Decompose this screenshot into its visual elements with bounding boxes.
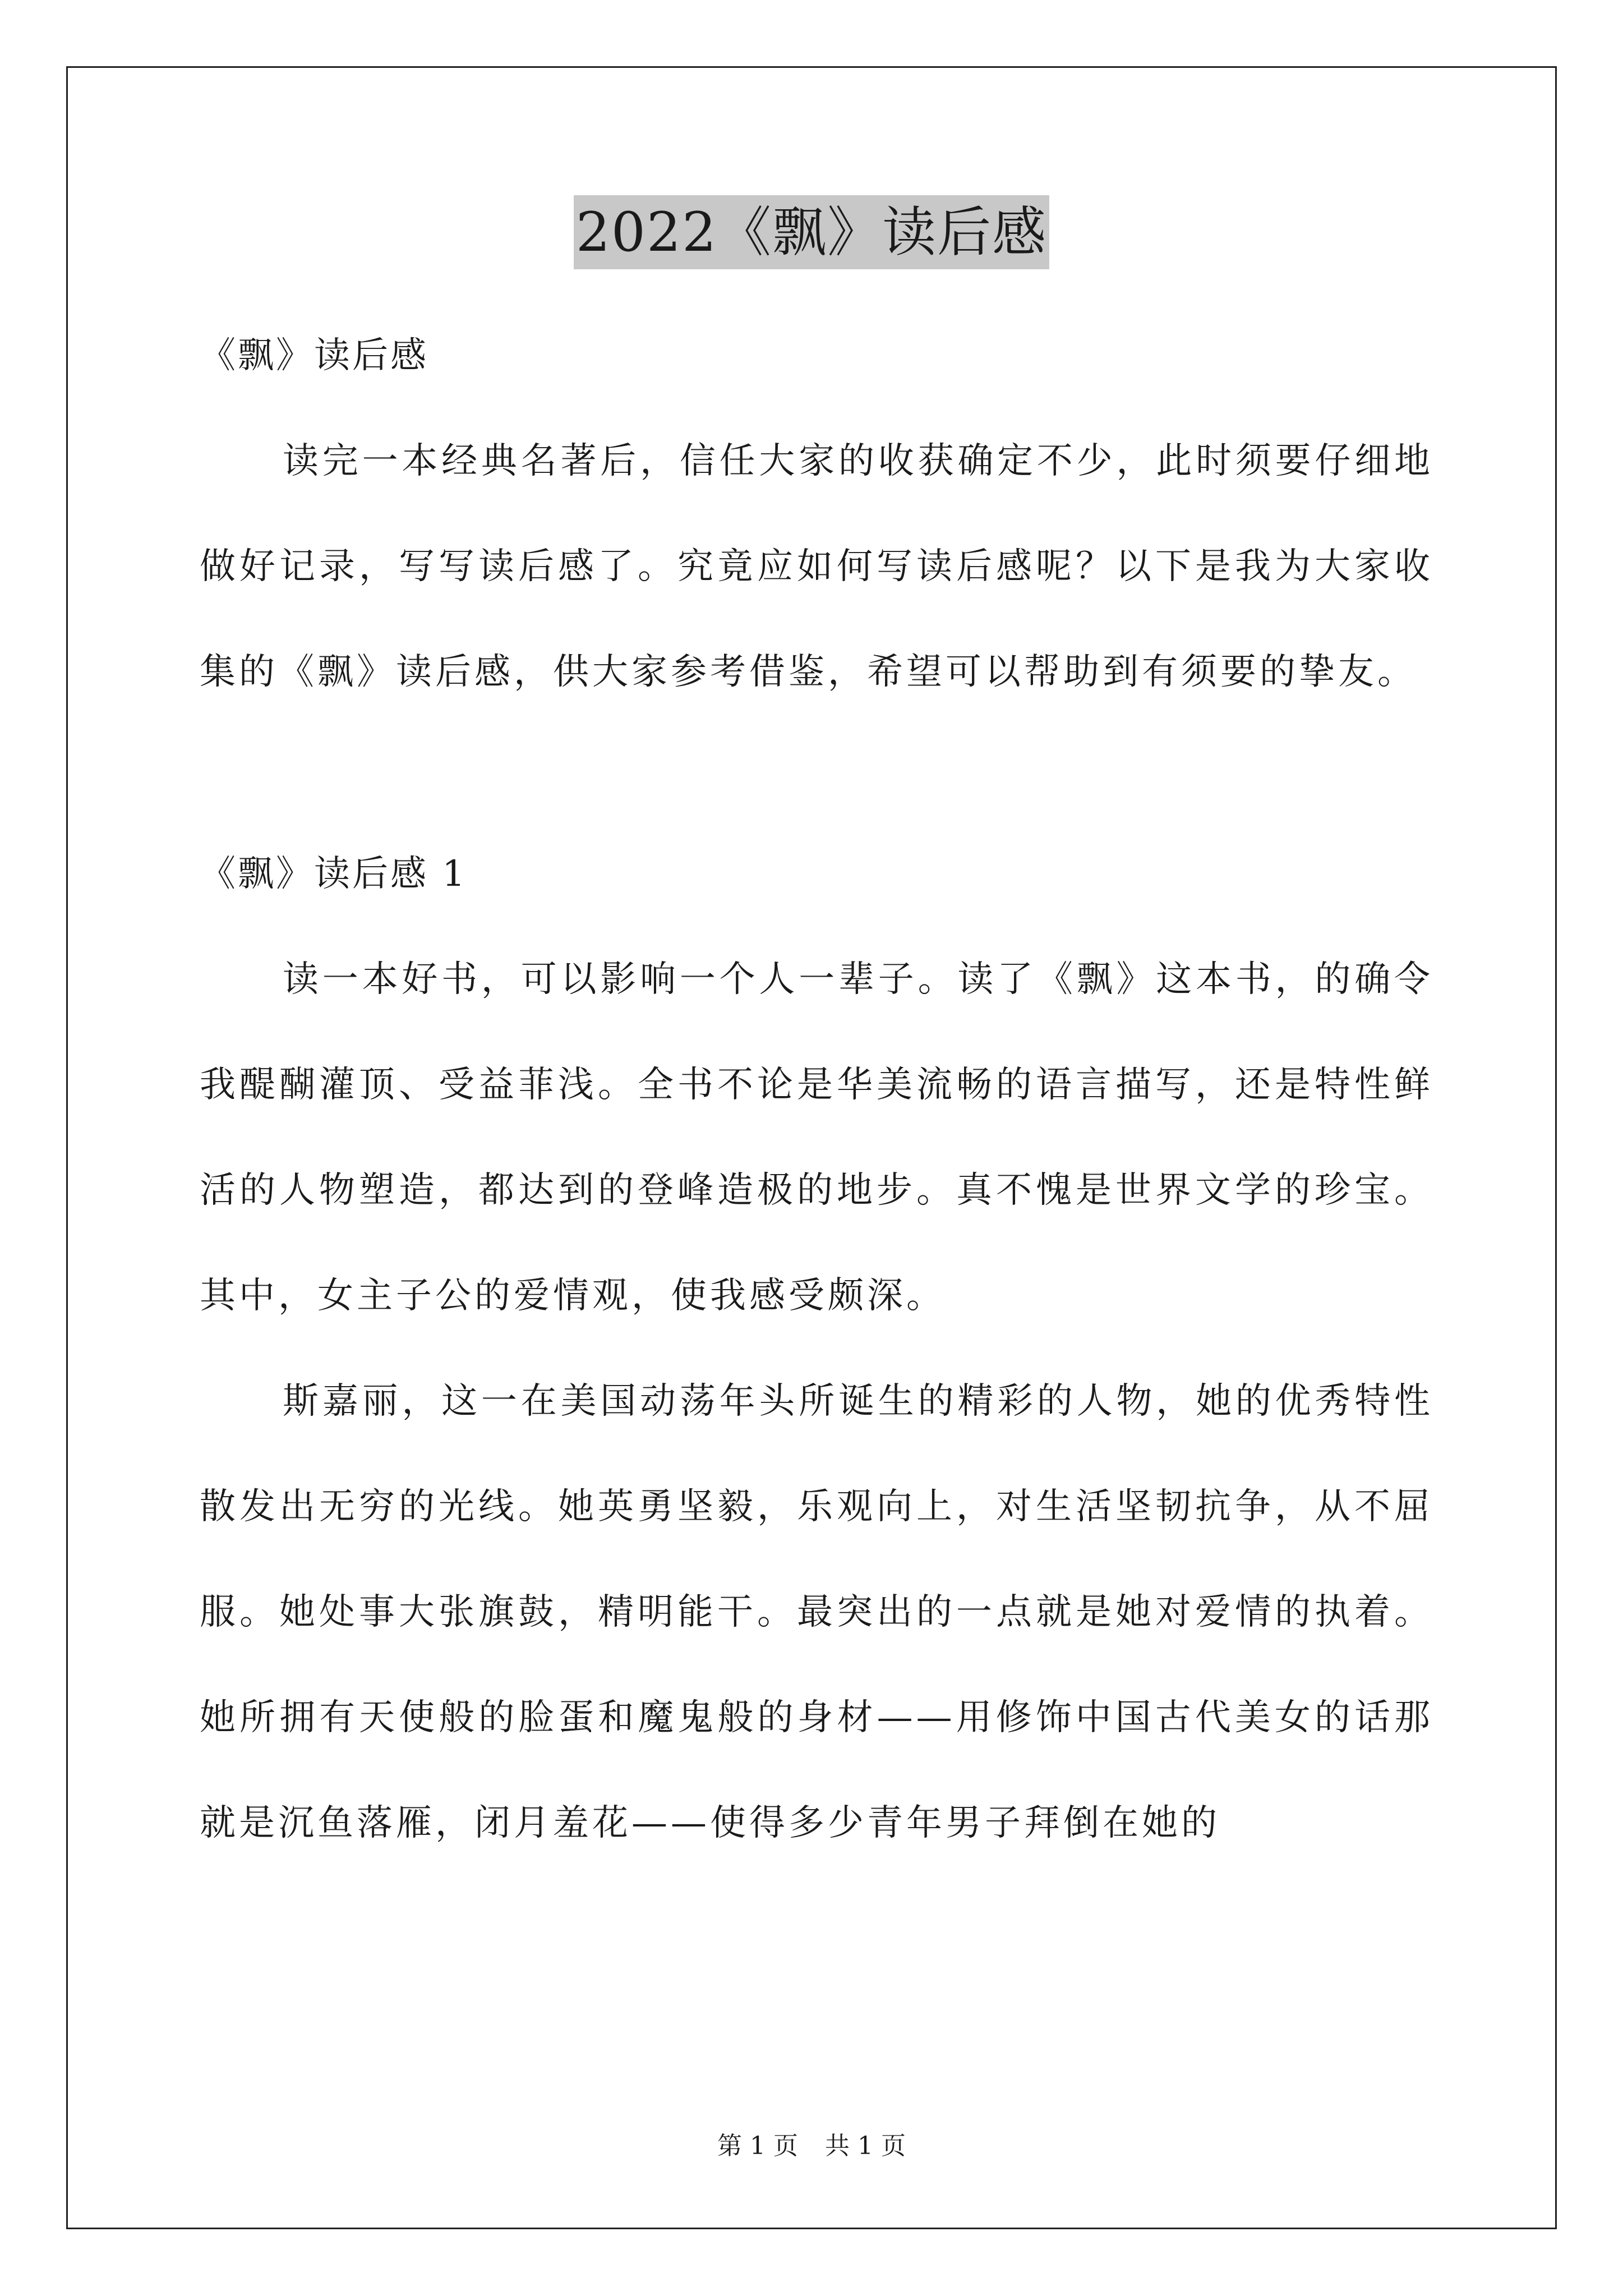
intro-heading: 《飘》读后感 (200, 335, 428, 376)
section-spacer (200, 725, 1433, 821)
title-container (0, 195, 1623, 269)
page-number-total: 共 1 页 (825, 2132, 906, 2160)
section1-heading: 《飘》读后感 1 (200, 853, 468, 895)
page-footer (0, 2129, 1623, 2163)
section1-paragraph-2: 斯嘉丽，这一在美国动荡年头所诞生的精彩的人物，她的优秀特性散发出无穷的光线。她英勇坚毅，乐观向上，对生活坚韧抗争，从不屈服。她处事大张旗鼓，精明能干。最突出的一点就是她对爱情的执着。她所拥有天使般的脸蛋和魔鬼般的身材——用修饰中国古代美女的话那就是沉鱼落雁，闭月羞花——使得多少青年男子拜倒在她的 (200, 1381, 1433, 1844)
document-title: 2022《飘》读后感 (574, 195, 1049, 269)
document-body (200, 303, 1433, 1876)
page-number-current: 第 1 页 (717, 2132, 798, 2160)
section1-paragraph-1: 读一本好书，可以影响一个人一辈子。读了《飘》这本书，的确令我醍醐灌顶、受益菲浅。全书不论是华美流畅的语言描写，还是特性鲜活的人物塑造，都达到的登峰造极的地步。真不愧是世界文学的珍宝。其中，女主子公的爱情观，使我感受颇深。 (200, 959, 1433, 1317)
intro-paragraph: 读完一本经典名著后，信任大家的收获确定不少，此时须要仔细地做好记录，写写读后感了。究竟应如何写读后感呢？以下是我为大家收集的《飘》读后感，供大家参考借鉴，希望可以帮助到有须要的挚友。 (200, 440, 1433, 693)
